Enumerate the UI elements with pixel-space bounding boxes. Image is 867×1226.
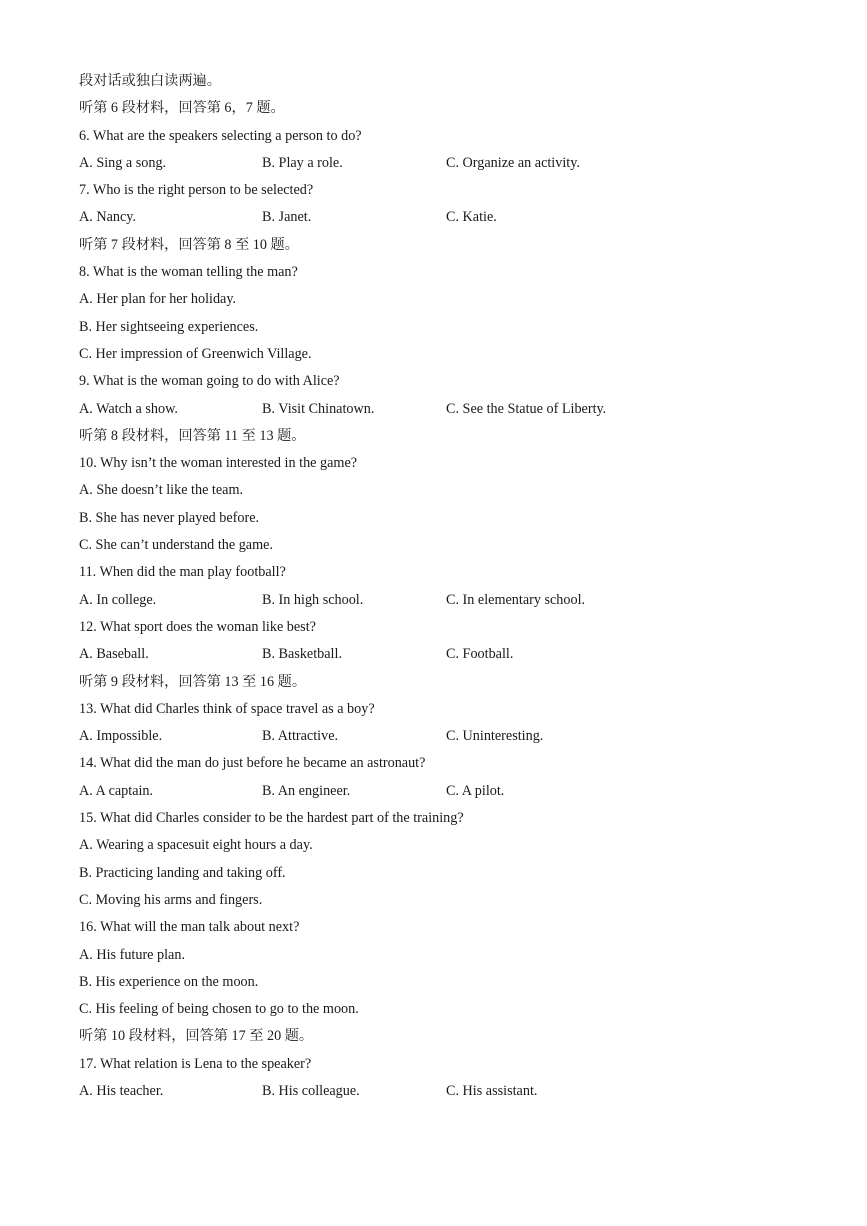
answer-option-c: C. Katie. xyxy=(446,209,497,226)
question-stem: 14. What did the man do just before he became an astronaut? xyxy=(79,755,426,772)
answer-option: B. Her sightseeing experiences. xyxy=(79,318,259,335)
question-stem: 10. Why isn’t the woman interested in the game? xyxy=(79,455,358,472)
answer-option: C. Moving his arms and fingers. xyxy=(79,891,263,908)
answer-option: A. His future plan. xyxy=(79,946,185,963)
question-stem: 8. What is the woman telling the man? xyxy=(79,264,298,281)
answer-option-b: B. His colleague. xyxy=(262,1082,360,1099)
question-stem: 12. What sport does the woman like best? xyxy=(79,618,316,635)
answer-option: B. His experience on the moon. xyxy=(79,973,259,990)
answer-option-b: B. Janet. xyxy=(262,209,312,226)
section-instruction: 听第 8 段材料，回答第 11 至 13 题。 xyxy=(79,427,306,444)
answer-options-row xyxy=(79,1078,839,1105)
answer-option-c: C. Uninteresting. xyxy=(446,728,544,745)
answer-options-row xyxy=(79,587,839,614)
answer-options-row xyxy=(79,204,839,231)
answer-option-b: B. Attractive. xyxy=(262,728,339,745)
answer-option-b: B. Visit Chinatown. xyxy=(262,400,375,417)
answer-option-b: B. In high school. xyxy=(262,591,364,608)
section-instruction: 听第 7 段材料，回答第 8 至 10 题。 xyxy=(79,236,299,253)
question-stem: 15. What did Charles consider to be the hardest part of the training? xyxy=(79,810,464,827)
question-stem: 17. What relation is Lena to the speaker? xyxy=(79,1055,312,1072)
exam-page xyxy=(79,68,839,1105)
answer-option: C. She can’t understand the game. xyxy=(79,537,273,554)
answer-option-a: A. Watch a show. xyxy=(79,400,178,417)
answer-options-row xyxy=(79,396,839,423)
answer-option: B. She has never played before. xyxy=(79,509,260,526)
answer-option-a: A. In college. xyxy=(79,591,157,608)
answer-option: B. Practicing landing and taking off. xyxy=(79,864,286,881)
answer-options-row xyxy=(79,150,839,177)
answer-option-c: C. A pilot. xyxy=(446,782,505,799)
section-instruction: 听第 9 段材料，回答第 13 至 16 题。 xyxy=(79,673,307,690)
answer-option-a: A. Impossible. xyxy=(79,728,163,745)
answer-option-c: C. See the Statue of Liberty. xyxy=(446,400,607,417)
question-stem: 6. What are the speakers selecting a person to do? xyxy=(79,127,362,144)
answer-option: A. She doesn’t like the team. xyxy=(79,482,244,499)
section-instruction: 听第 10 段材料，回答第 17 至 20 题。 xyxy=(79,1028,314,1045)
answer-option-b: B. Basketball. xyxy=(262,646,342,663)
answer-option: C. Her impression of Greenwich Village. xyxy=(79,345,312,362)
answer-option-c: C. His assistant. xyxy=(446,1082,538,1099)
question-stem: 9. What is the woman going to do with Alice? xyxy=(79,373,340,390)
answer-option: C. His feeling of being chosen to go to the moon. xyxy=(79,1001,359,1018)
answer-option-a: A. Nancy. xyxy=(79,209,136,226)
question-stem: 7. Who is the right person to be selected? xyxy=(79,182,314,199)
answer-options-row xyxy=(79,778,839,805)
question-stem: 13. What did Charles think of space travel as a boy? xyxy=(79,700,375,717)
answer-option-a: A. His teacher. xyxy=(79,1082,164,1099)
question-stem: 16. What will the man talk about next? xyxy=(79,919,300,936)
answer-option-b: B. An engineer. xyxy=(262,782,351,799)
answer-option-a: A. Baseball. xyxy=(79,646,149,663)
text-line: 段对话或独白读两遍。 xyxy=(79,73,221,89)
section-instruction: 听第 6 段材料，回答第 6，7 题。 xyxy=(79,100,285,117)
answer-option-a: A. Sing a song. xyxy=(79,154,167,171)
answer-options-row xyxy=(79,641,839,668)
question-stem: 11. When did the man play football? xyxy=(79,564,286,581)
answer-option-b: B. Play a role. xyxy=(262,154,343,171)
answer-option-a: A. A captain. xyxy=(79,782,154,799)
answer-option-c: C. Football. xyxy=(446,646,514,663)
answer-option: A. Her plan for her holiday. xyxy=(79,291,237,308)
answer-option-c: C. Organize an activity. xyxy=(446,154,580,171)
answer-options-row xyxy=(79,723,839,750)
answer-option: A. Wearing a spacesuit eight hours a day. xyxy=(79,837,313,854)
answer-option-c: C. In elementary school. xyxy=(446,591,586,608)
